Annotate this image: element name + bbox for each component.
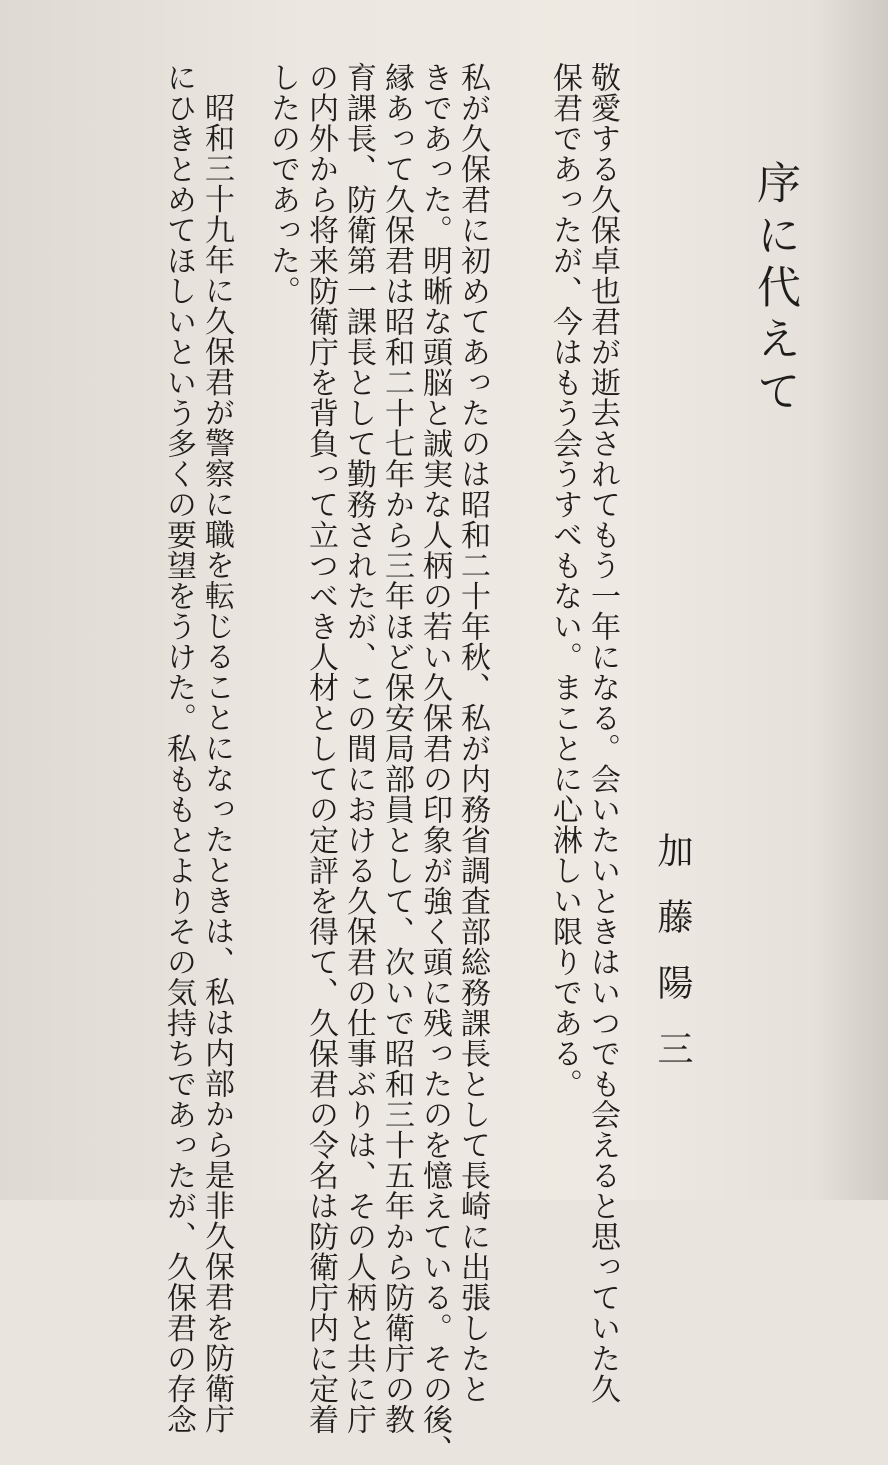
text-column: したのであった。	[265, 62, 300, 306]
page-edge-shadow	[818, 0, 888, 1200]
text-column: 昭和三十九年に久保君が警察に職を転じることになったときは、私は内部から是非久保君を防衛庁	[199, 92, 234, 1434]
text-column: 縁あって久保君は昭和二十七年から三年ほど保安局部員として、次いで昭和三十五年から防衛庁の教	[379, 62, 414, 1435]
author-name: 加藤陽三	[652, 832, 693, 1096]
text-column: 敬愛する久保卓也君が逝去されてもう一年になる。会いたいときはいつでも会えると思っていた久	[585, 62, 620, 1404]
text-column: 育課長、防衛第一課長として勤務されたが、この間における久保君の仕事ぶりは、その人柄と共に庁	[341, 62, 376, 1435]
text-column: 保君であったが、今はもう会うすべもない。まことに心淋しい限りである。	[547, 62, 582, 1099]
text-column: きであった。明晰な頭脳と誠実な人柄の若い久保君の印象が強く頭に残ったのを憶えている。その後、	[417, 62, 452, 1465]
text-column: の内外から将来防衛庁を背負って立つべき人材としての定評を得て、久保君の令名は防衛庁内に定着	[303, 62, 338, 1435]
text-column: にひきとめてほしいという多くの要望をうけた。私ももとよりその気持ちであったが、久保君の存念	[161, 62, 196, 1435]
text-column: 私が久保君に初めてあったのは昭和二十年秋、私が内務省調査部総務課長として長崎に出張したと	[455, 62, 490, 1404]
chapter-title: 序に代えて	[749, 160, 800, 420]
